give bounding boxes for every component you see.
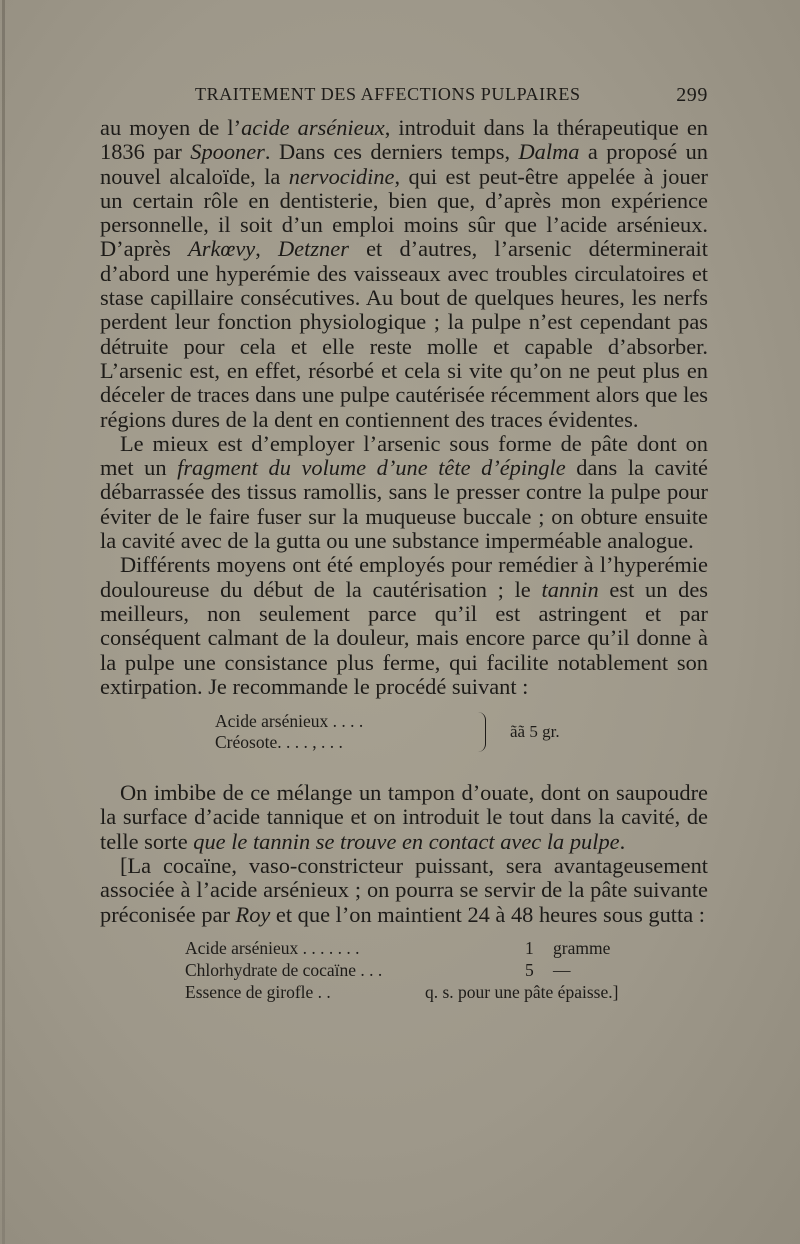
italic-run: Roy: [235, 901, 271, 927]
recipe-ingredient: Chlorhydrate de cocaïne . . .: [185, 959, 383, 980]
recipe-quantity: q. s. pour une pâte épaisse.]: [425, 981, 619, 1002]
text-run: est un des meilleurs, non seulement parce qu’il est astringent et par conséquent calmant de la douleur, mais encore parce qu’il donne à la pulpe une consistance plus ferme, qui facilite notablement son extirpation. Je recommande le procédé suivant :: [100, 576, 708, 699]
paragraph-paste-application: [100, 432, 708, 553]
recipe-ingredient: Acide arsénieux . . . .: [215, 711, 364, 732]
recipe-arsenic-creosote: [100, 709, 708, 769]
text-run: a proposé un nouvel alcaloïde, la: [100, 139, 709, 189]
page-number: 299: [676, 84, 708, 106]
italic-run: fragment du volume d’une tête d’épingle: [177, 455, 566, 481]
recipe-roy-paste: [100, 935, 708, 1007]
italic-run: Dalma: [518, 139, 580, 165]
running-title: TRAITEMENT DES AFFECTIONS PULPAIRES: [195, 84, 581, 104]
recipe-quantity: 5: [525, 959, 534, 980]
text-run: On imbibe de ce mélange un tampon d’ouate, dont on saupoudre la surface d’acide tannique et on introduit le tout dans la cavité, de telle sorte: [100, 780, 708, 854]
text-run: Différents moyens ont été employés pour remédier à l’hyperémie douloureuse du début de la cautérisation ; le: [100, 552, 708, 602]
brace-icon: [475, 712, 486, 752]
recipe-ingredient: Créosote. . . . , . . .: [215, 732, 343, 753]
recipe-ingredient: Essence de girofle . .: [185, 981, 331, 1002]
text-run: et d’autres, l’arsenic déterminerait d’abord une hyperémie des vaisseaux avec troubles circulatoires et stase capillaire consécutives. Au bout de quelques heures, les nerfs perdent leur fonction physiologique ; la pulpe n’est cependant pas détruite pour cela et elle reste molle et capable d’absorber. L’arsenic est, en effet, résorbé et cela si vite qu’on ne peut plus en déceler de traces dans une pulpe cautérisée récemment alors que les régions dures de la dent en contiennent des traces évidentes.: [100, 236, 708, 432]
text-run: Le mieux est d’employer l’arsenic sous forme de pâte dont on met un: [100, 430, 708, 481]
text-run: .: [619, 828, 626, 854]
italic-run: acide arsénieux: [241, 115, 385, 140]
recipe-row: [185, 937, 725, 959]
recipe-ingredient: Acide arsénieux . . . . . . .: [185, 937, 360, 958]
page-edge-shadow: [2, 0, 5, 1244]
text-run: ,: [255, 236, 279, 262]
recipe-quantity: 1: [525, 937, 534, 958]
paragraph-cocaine: [100, 854, 708, 927]
italic-run: que le tannin se trouve en contact avec la pulpe: [193, 828, 620, 854]
text-run: au moyen de l’: [100, 115, 242, 140]
italic-run: Spooner: [190, 139, 265, 165]
recipe-row: [185, 959, 725, 981]
recipe-unit: gramme: [553, 937, 611, 958]
paragraph-tampon: [100, 781, 708, 854]
paragraph-arsenic-history: [100, 116, 708, 432]
paragraph-tannin: [100, 553, 708, 699]
running-head: [100, 84, 708, 110]
italic-run: Detzner: [278, 236, 349, 262]
body-text: [100, 116, 708, 1007]
text-run: [La cocaïne, vaso-constricteur puissant, sera avantageusement associée à l’acide arsénieux ; on pourra se servir de la pâte suivante préconisée par: [100, 853, 708, 927]
text-run: , introduit dans la thérapeutique en 1836 par: [100, 115, 708, 165]
text-run: et que l’on maintient 24 à 48 heures sous gutta :: [270, 901, 705, 927]
recipe-quantity: ãã 5 gr.: [510, 722, 560, 742]
text-run: dans la cavité débarrassée des tissus ramollis, sans le presser contre la pulpe pour éviter de le faire fuser sur la muqueuse buccale ; on obture ensuite la cavité avec de la gutta ou une substance imperméable analogue.: [100, 455, 708, 554]
recipe-unit: —: [553, 959, 571, 980]
text-run: . Dans ces derniers temps,: [264, 139, 519, 165]
italic-run: Arkœvy: [188, 236, 256, 262]
recipe-row: [185, 981, 725, 1003]
italic-run: nervocidine: [288, 163, 395, 189]
text-run: , qui est peut-être appelée à jouer un certain rôle en dentisterie, bien que, d’après mon expérience personnelle, il soit d’un emploi moins sûr que l’acide arsénieux. D’après: [100, 163, 708, 262]
italic-run: tannin: [541, 576, 599, 602]
